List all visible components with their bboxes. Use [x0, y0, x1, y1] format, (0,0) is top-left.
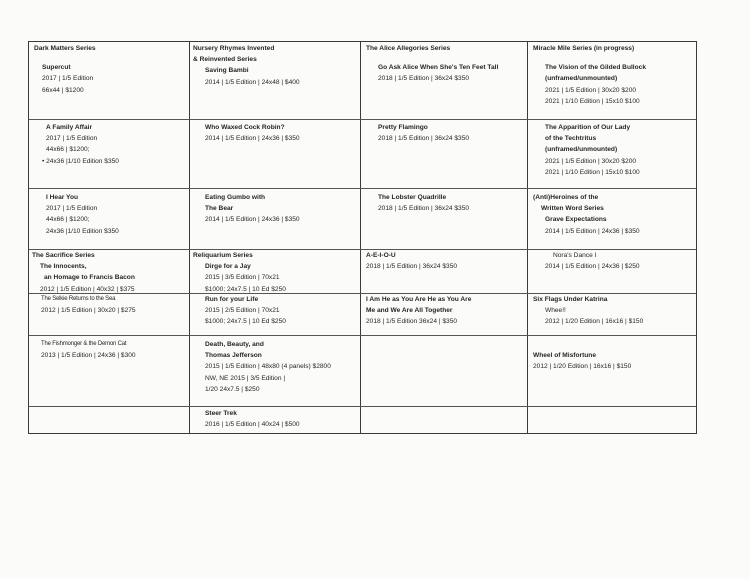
artwork-title: The Innocents, — [40, 263, 87, 271]
artwork-edition: 2014 | 1/5 Edition | 24x48 | $400 — [205, 78, 300, 86]
artwork-size-price: 24x36 |1/10 Edition $350 — [46, 227, 119, 235]
artwork-edition: 2018 | 1/5 Edition | 36x24 $350 — [366, 263, 458, 271]
row-divider — [29, 188, 696, 189]
artwork-edition: 2012 | 1/5 Edition | 30x20 | $275 — [41, 307, 136, 315]
cell-wheel-of-misfortune — [533, 350, 631, 372]
series-title: The Sacrifice Series — [32, 252, 95, 259]
cell-selkie — [41, 294, 136, 316]
artwork-edition: 2021 | 1/5 Edition | 30x20 $200 — [545, 86, 637, 94]
cell-cock-robin — [205, 122, 300, 144]
artwork-title: I Am He as You Are He as You Are — [366, 296, 472, 303]
cell-aeiou — [366, 250, 457, 272]
artwork-edition: NW, NE 2015 | 3/5 Edition | — [205, 374, 286, 382]
artwork-edition: 2012 | 1/5 Edition | 40x32 | $375 — [40, 285, 135, 293]
artwork-edition: 2017 | 1/5 Edition — [42, 75, 94, 83]
artwork-edition: 2017 | 1/5 Edition — [46, 135, 98, 143]
artwork-edition: 2015 | 2/5 Edition | 70x21 — [205, 307, 280, 315]
artwork-title: The Vision of the Gilded Bullock — [545, 64, 646, 72]
artwork-title: Death, Beauty, and — [205, 341, 264, 348]
artwork-edition: 2018 | 1/5 Edition | 36x24 $350 — [378, 205, 470, 213]
artwork-title: Steer Trek — [205, 410, 237, 417]
cell-pretty-flamingo — [378, 122, 469, 144]
artwork-edition: 2016 | 1/5 Edition | 40x24 | $500 — [205, 421, 300, 429]
cell-apparition — [545, 122, 640, 178]
artwork-title: Who Waxed Cock Robin? — [205, 124, 285, 131]
artwork-title: The Apparition of Our Lady — [545, 124, 631, 131]
artwork-edition: 2012 | 1/20 Edition | 16x16 | $150 — [545, 318, 644, 326]
cell-sacrifice-series — [32, 250, 135, 295]
artwork-title: Nora's Dance I — [553, 252, 597, 259]
artwork-edition: 2018 | 1/5 Edition 36x24 | $350 — [366, 318, 458, 326]
cell-run-for-your-life — [205, 294, 286, 328]
cell-eating-gumbo — [205, 192, 300, 226]
artwork-title: A Family Affair — [46, 124, 93, 131]
artwork-edition: 2017 | 1/5 Edition — [46, 205, 98, 213]
artwork-edition: 2014 | 1/5 Edition | 24x36 | $250 — [545, 263, 640, 271]
artwork-edition: 2018 | 1/5 Edition | 36x24 $350 — [378, 75, 470, 83]
artwork-size-price: • 24x36 |1/10 Edition $350 — [42, 157, 119, 165]
series-title: The Alice Allegories Series — [366, 45, 451, 52]
artwork-edition: 2013 | 1/5 Edition | 24x36 | $300 — [41, 352, 136, 360]
artwork-edition: 2015 | 3/5 Edition | 70x21 — [205, 274, 280, 282]
artwork-title: Eating Gumbo with — [205, 194, 266, 201]
artwork-subtitle: Whee!! — [545, 307, 566, 315]
series-title: Miracle Mile Series (in progress) — [533, 45, 635, 52]
artwork-note: (unframed/unmounted) — [545, 146, 618, 154]
column-divider — [360, 42, 361, 433]
artwork-title: Dirge for a Jay — [205, 263, 251, 271]
cell-alice-allegories — [366, 43, 498, 85]
artwork-edition: 2021 | 1/5 Edition | 30x20 $200 — [545, 157, 637, 165]
column-divider — [527, 42, 528, 433]
cell-steer-trek — [205, 408, 300, 430]
artwork-note: (unframed/unmounted) — [545, 75, 618, 83]
cell-i-am-he — [366, 294, 471, 328]
cell-reliquarium — [193, 250, 286, 295]
artwork-title: The Bear — [205, 205, 234, 213]
artwork-title: Pretty Flamingo — [378, 124, 428, 131]
artwork-size-price: 44x66 | $1200; — [46, 146, 90, 154]
artwork-edition: 2021 | 1/10 Edition | 15x10 $100 — [545, 168, 640, 176]
series-title: & Reinvented Series — [193, 56, 257, 64]
cell-six-flags — [533, 294, 643, 328]
artwork-edition: 2014 | 1/5 Edition | 24x36 | $350 — [205, 216, 300, 224]
artwork-edition: 2021 | 1/10 Edition | 15x10 $100 — [545, 97, 640, 105]
artwork-title: Supercut — [42, 64, 71, 72]
row-divider — [29, 119, 696, 120]
cell-nursery-rhymes — [193, 43, 300, 88]
artwork-size-price: $1000; 24x7.5 | 10 Ed $250 — [205, 285, 286, 293]
artwork-title: Grave Expectations — [545, 216, 607, 224]
artwork-title: A-E-I-O-U — [366, 252, 396, 259]
artwork-title: I Hear You — [46, 194, 79, 201]
artwork-title: Thomas Jefferson — [205, 352, 262, 360]
artwork-size-price: 66x44 | $1200 — [42, 86, 84, 94]
artwork-title: Run for your Life — [205, 296, 259, 303]
cell-anti-heroines — [533, 192, 640, 237]
cell-dark-matters — [34, 43, 96, 96]
artwork-title: Wheel of Misfortune — [533, 352, 597, 359]
series-title: Nursery Rhymes Invented — [193, 45, 275, 52]
cell-miracle-mile — [533, 43, 646, 107]
artwork-edition: 2015 | 1/5 Edition | 48x80 (4 panels) $2800 — [205, 363, 331, 371]
artwork-edition: 2018 | 1/5 Edition | 36x24 $350 — [378, 135, 470, 143]
artwork-title: Go Ask Alice When She's Ten Feet Tall — [378, 64, 499, 72]
series-title: Written Word Series — [541, 205, 604, 213]
artwork-title: Me and We Are All Together — [366, 307, 453, 315]
artwork-size-price: 44x66 | $1200; — [46, 216, 90, 224]
series-title: Reliquarium Series — [193, 252, 253, 259]
cell-fishmonger — [41, 339, 136, 361]
cell-death-beauty — [205, 339, 331, 395]
artwork-subtitle: an Homage to Francis Bacon — [44, 274, 135, 282]
series-title: (Anti)Heroines of the — [533, 194, 599, 201]
cell-lobster-quadrille — [378, 192, 469, 214]
artwork-title: Six Flags Under Katrina — [533, 296, 608, 303]
artwork-edition: 2014 | 1/5 Edition | 24x36 | $350 — [545, 227, 640, 235]
artwork-edition: 2012 | 1/20 Edition | 16x16 | $150 — [533, 363, 632, 371]
row-divider — [29, 406, 696, 407]
artwork-title: Saving Bambi — [205, 67, 249, 75]
artwork-title: The Fishmonger & the Demon Cat — [41, 341, 127, 347]
column-divider — [189, 42, 190, 433]
artwork-size-price: $1000; 24x7.5 | 10 Ed $250 — [205, 318, 286, 326]
cell-noras-dance — [545, 250, 640, 272]
cell-a-family-affair — [42, 122, 119, 167]
artwork-title: of the Techtritus — [545, 135, 597, 143]
cell-i-hear-you — [46, 192, 119, 237]
artwork-size-price: 1/20 24x7.5 | $250 — [205, 385, 260, 393]
catalog-table — [28, 41, 697, 434]
row-divider — [29, 335, 696, 336]
artwork-title: The Lobster Quadrille — [378, 194, 447, 201]
artwork-edition: 2014 | 1/5 Edition | 24x36 | $350 — [205, 135, 300, 143]
series-title: Dark Matters Series — [34, 45, 96, 52]
artwork-title: The Selkie Returns to the Sea — [41, 296, 116, 302]
